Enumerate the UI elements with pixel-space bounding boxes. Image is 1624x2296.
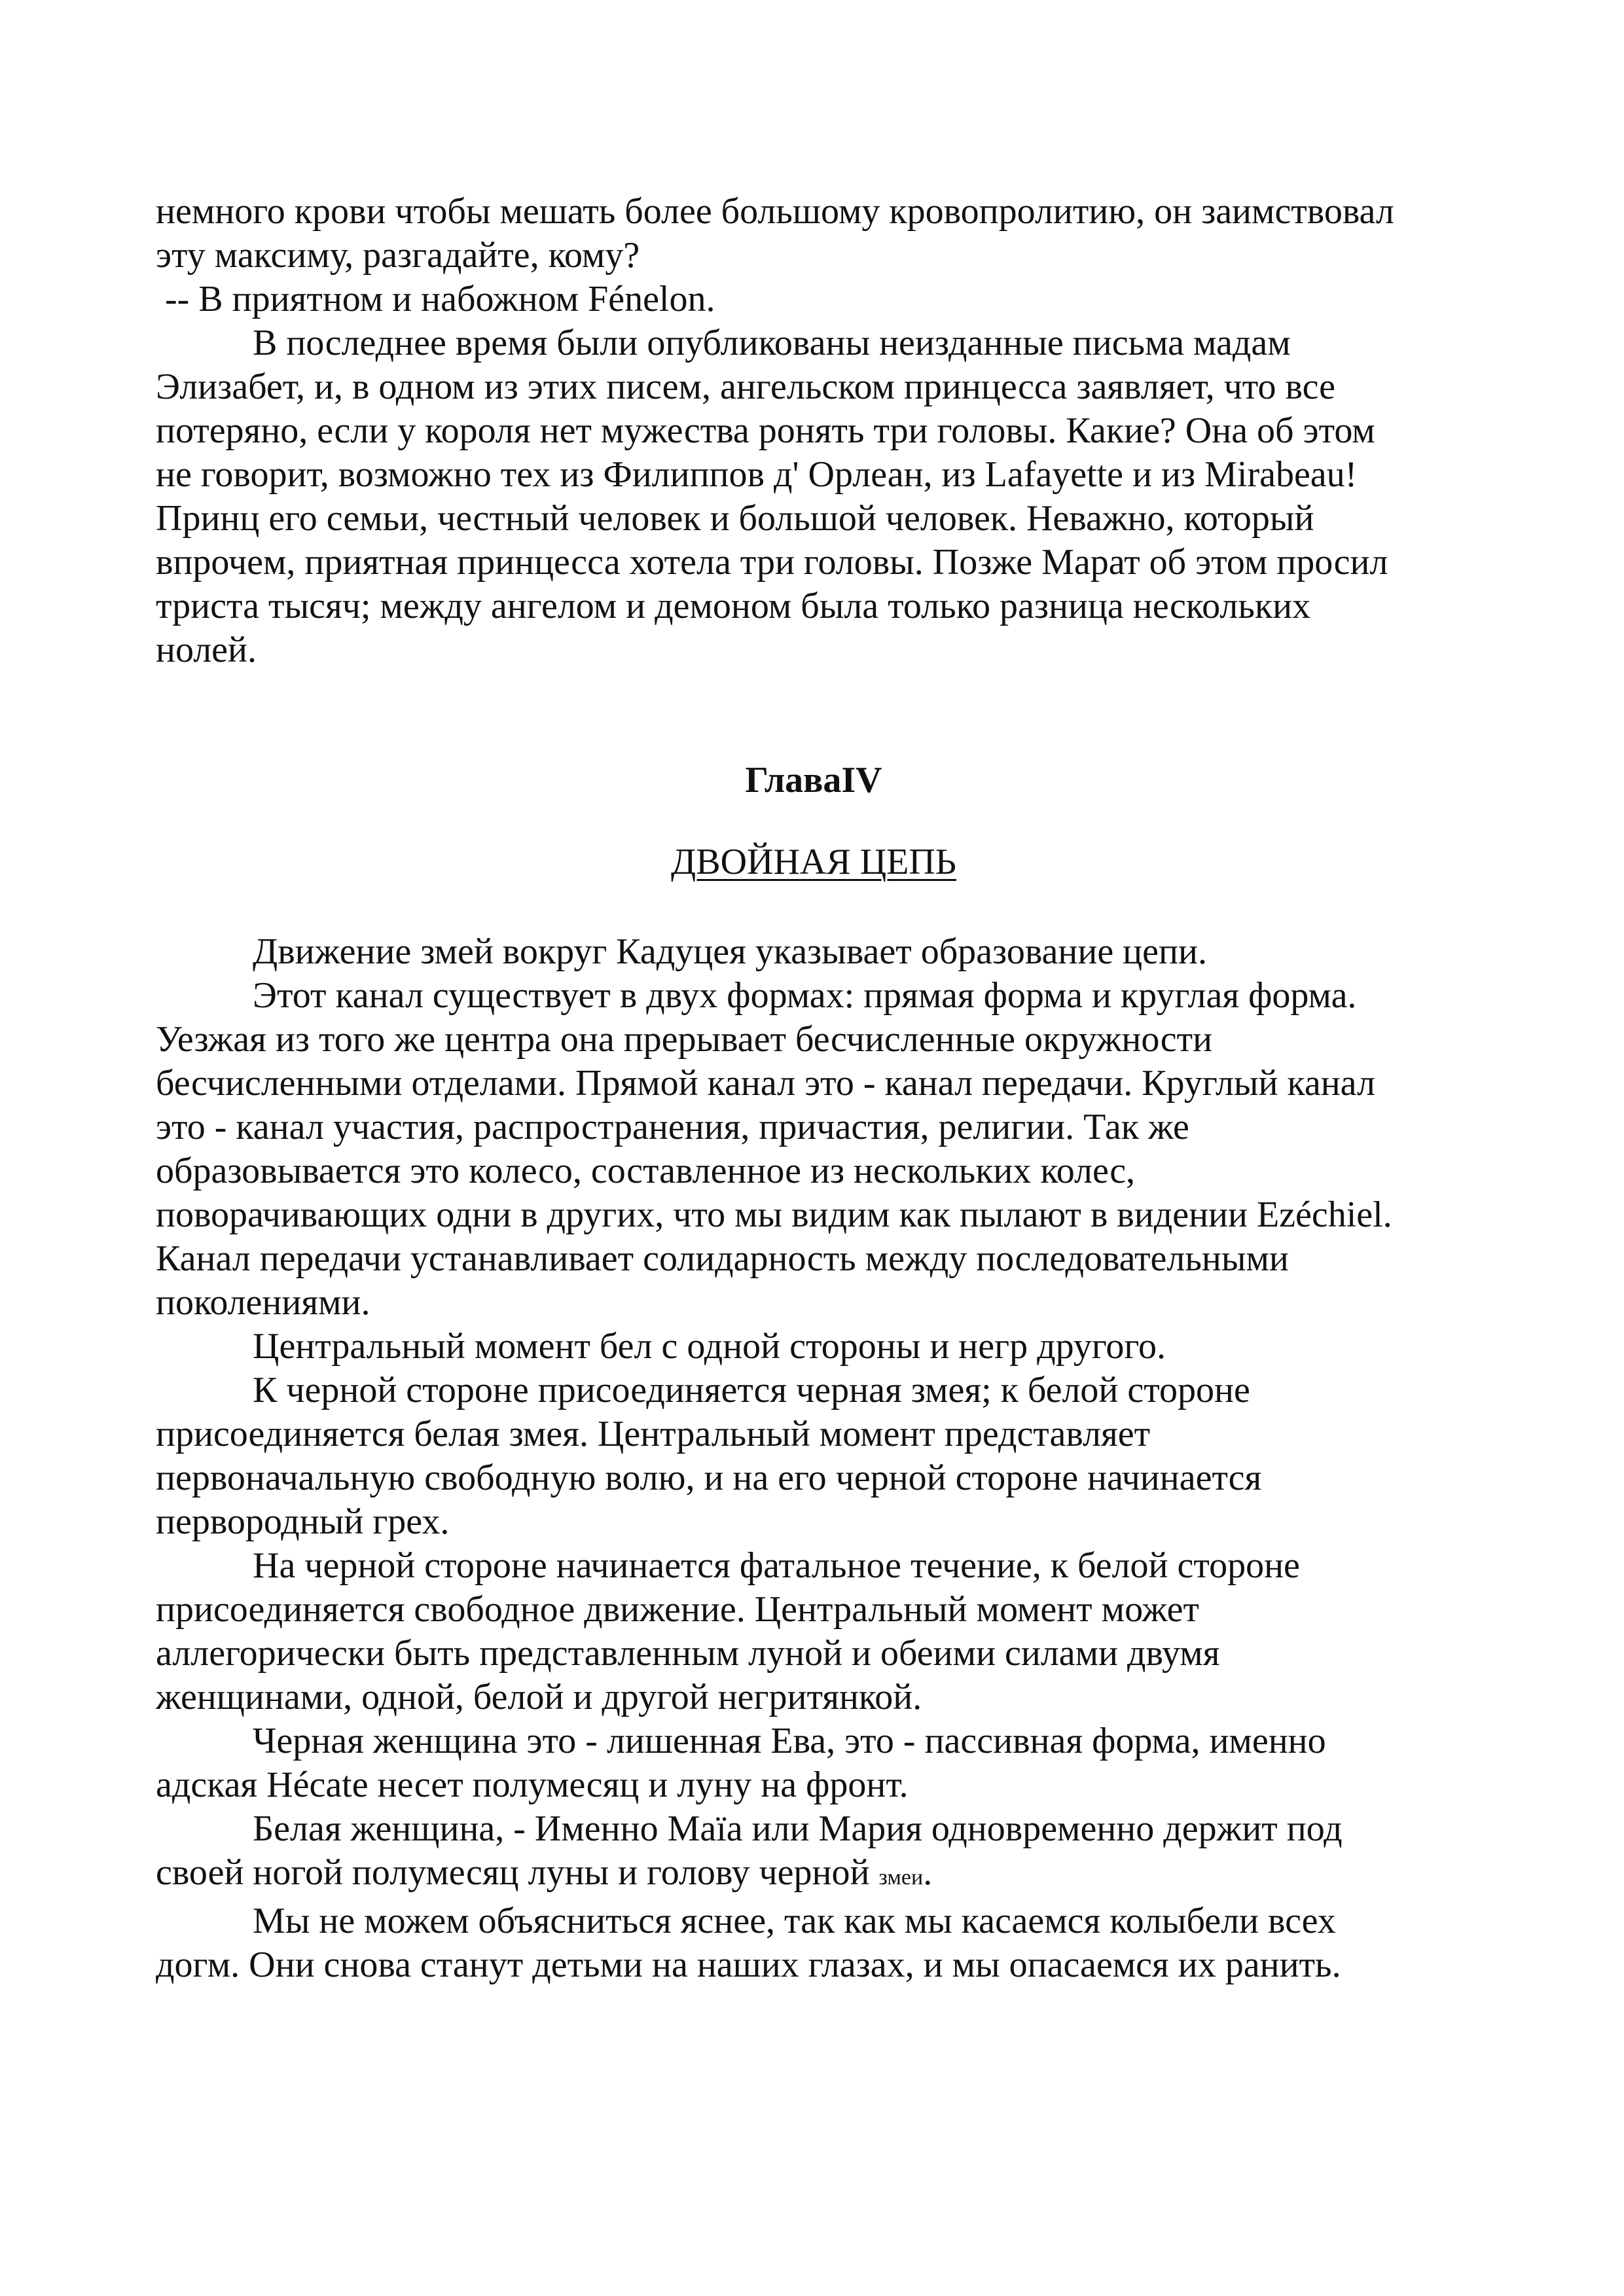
text-line: это - канал участия, распространения, причастия, религии. Так же	[156, 1107, 1189, 1147]
text-line: впрочем, приятная принцесса хотела три головы. Позже Марат об этом просил	[156, 542, 1388, 583]
text-line: присоединяется белая змея. Центральный момент представляет	[156, 1414, 1151, 1454]
text-line: бесчисленными отделами. Прямой канал это - канал передачи. Круглый канал	[156, 1063, 1375, 1103]
text-line: триста тысяч; между ангелом и демоном была только разница нескольких	[156, 586, 1311, 626]
text-line: Элизабет, и, в одном из этих писем, ангельском принцесса заявляет, что все	[156, 367, 1335, 407]
text-line: -- В приятном и набожном Fénelon.	[165, 279, 715, 319]
text-line: Мы не можем объясниться яснее, так как мы касаемся колыбели всех	[253, 1901, 1336, 1941]
spacer	[156, 802, 1471, 840]
text-line: Белая женщина, - Именно Маïа или Мария одновременно держит под	[253, 1808, 1343, 1849]
text-line: В последнее время были опубликованы неизданные письма мадам	[253, 323, 1291, 363]
text-line: первоначальную свободную волю, и на его черной стороне начинается	[156, 1458, 1262, 1498]
spacer	[156, 884, 1471, 930]
text-line: адская Hécate несет полумесяц и луну на фронт.	[156, 1765, 909, 1805]
document-body	[156, 190, 1471, 1987]
text-line: Черная женщина это - лишенная Ева, это - пассивная форма, именно	[253, 1721, 1326, 1761]
text-line: образовывается это колесо, составленное из нескольких колес,	[156, 1151, 1136, 1191]
text-line: Уезжая из того же центра она прерывает бесчисленные окружности	[156, 1019, 1213, 1060]
text-line: первородный грех.	[156, 1501, 450, 1542]
text-line: На черной стороне начинается фатальное течение, к белой стороне	[253, 1545, 1300, 1586]
text-line: немного крови чтобы мешать более большому кровопролитию, он заимствовал	[156, 191, 1394, 232]
text-line: Канал передачи устанавливает солидарность между последовательными	[156, 1238, 1289, 1279]
text-line: Движение змей вокруг Кадуцея указывает образование цепи.	[253, 931, 1207, 972]
text-line: К черной стороне присоединяется черная змея; к белой стороне	[253, 1370, 1250, 1410]
chapter-subtitle-text: ДВОЙНАЯ ЦЕПЬ	[671, 842, 956, 882]
chapter-heading: ГлаваIV	[745, 760, 882, 800]
text-line: Этот канал существует в двух формах: прямая форма и круглая форма.	[253, 975, 1357, 1016]
text-line: догм. Они снова станут детьми на наших глазах, и мы опасаемся их ранить.	[156, 1945, 1341, 1985]
chapter-subtitle	[156, 840, 1471, 884]
text-fragment: своей ногой полумесяц луны и голову черной	[156, 1852, 879, 1893]
text-line: Принц его семьи, честный человек и большой человек. Неважно, который	[156, 498, 1314, 539]
text-line: нолей.	[156, 630, 257, 670]
text-line: потеряно, если у короля нет мужества ронять три головы. Какие? Она об этом	[156, 410, 1375, 451]
text-line: аллегорически быть представленным луной и обеими силами двумя	[156, 1633, 1220, 1674]
text-line: женщинами, одной, белой и другой негритянкой.	[156, 1677, 922, 1717]
small-text-fragment: змеи	[878, 1865, 924, 1890]
text-line: поворачивающих одни в других, что мы видим как пылают в видении Ezéchiel.	[156, 1194, 1392, 1235]
spacer	[156, 672, 1471, 759]
text-line: эту максиму, разгадайте, кому?	[156, 235, 640, 276]
text-line: поколениями.	[156, 1282, 370, 1323]
text-fragment: .	[923, 1852, 933, 1893]
text-line: присоединяется свободное движение. Центральный момент может	[156, 1589, 1199, 1630]
text-line: не говорит, возможно тех из Филиппов д' Орлеан, из Lafayette и из Mirabeau!	[156, 454, 1358, 495]
text-line: Центральный момент бел с одной стороны и негр другого.	[253, 1326, 1166, 1367]
text-line	[156, 1851, 1471, 1899]
